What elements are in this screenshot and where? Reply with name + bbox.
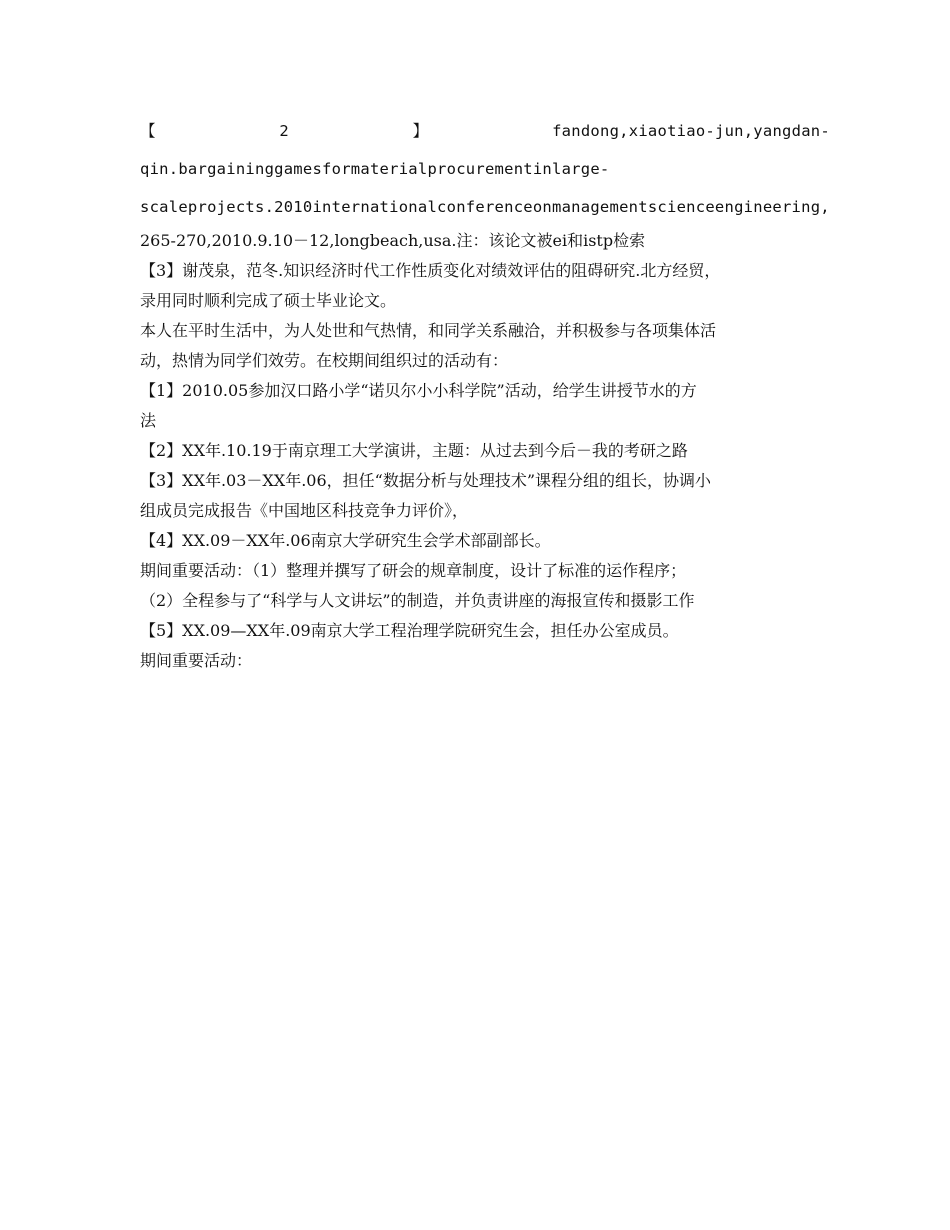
reference-number: 2: [279, 122, 290, 140]
activity-2-line-1: 【2】XX年.10.19于南京理工大学演讲，主题：从过去到今后－我的考研之路: [140, 441, 688, 460]
activity-4-detail-2: （2）全程参与了“科学与人文讲坛”的制造，并负责讲座的海报宣传和摄影工作: [140, 591, 695, 610]
activity-5-detail-1: 期间重要活动：: [140, 651, 253, 670]
reference-2-header: [140, 118, 830, 144]
activity-4-line-1: 【4】XX.09－XX年.06南京大学研究生会学术部副部长。: [140, 531, 551, 550]
activity-1-line-2: 法: [140, 411, 157, 430]
activity-4-detail-1: 期间重要活动：（1）整理并撰写了研会的规章制度，设计了标准的运作程序；: [140, 561, 687, 580]
reference-3-line-1: 【3】谢茂泉，范冬.知识经济时代工作性质变化对绩效评估的阻碍研究.北方经贸，: [140, 261, 721, 280]
reference-2-line-2: qin.bargaininggamesformaterialprocurementinlarge-: [140, 160, 610, 178]
reference-authors: fandong,xiaotiao-jun,yangdan-: [552, 122, 830, 140]
activity-3-line-2: 组成员完成报告《中国地区科技竞争力评价》，: [140, 501, 469, 520]
reference-3-line-2: 录用同时顺利完成了硕士毕业论文。: [140, 291, 397, 310]
document-body: [140, 118, 830, 674]
activity-1-line-1: 【1】2010.05参加汉口路小学“诺贝尔小小科学院”活动，给学生讲授节水的方: [140, 381, 697, 400]
activity-5-line-1: 【5】XX.09—XX年.09南京大学工程治理学院研究生会，担任办公室成员。: [140, 621, 679, 640]
reference-2-line-3: scaleprojects.2010internationalconferenceonmanagementscienceengineering,: [140, 198, 830, 216]
intro-paragraph-line-2: 动，热情为同学们效劳。在校期间组织过的活动有：: [140, 351, 509, 370]
activity-3-line-1: 【3】XX年.03－XX年.06，担任“数据分析与处理技术”课程分组的组长，协调小: [140, 471, 711, 490]
reference-2-line-4: 265-270,2010.9.10－12,longbeach,usa.注：该论文被ei和istp检索: [140, 231, 646, 250]
bracket-close: 】: [412, 122, 429, 140]
bracket-open: 【: [140, 122, 156, 140]
intro-paragraph-line-1: 本人在平时生活中，为人处世和气热情，和同学关系融洽，并积极参与各项集体活: [140, 321, 717, 340]
